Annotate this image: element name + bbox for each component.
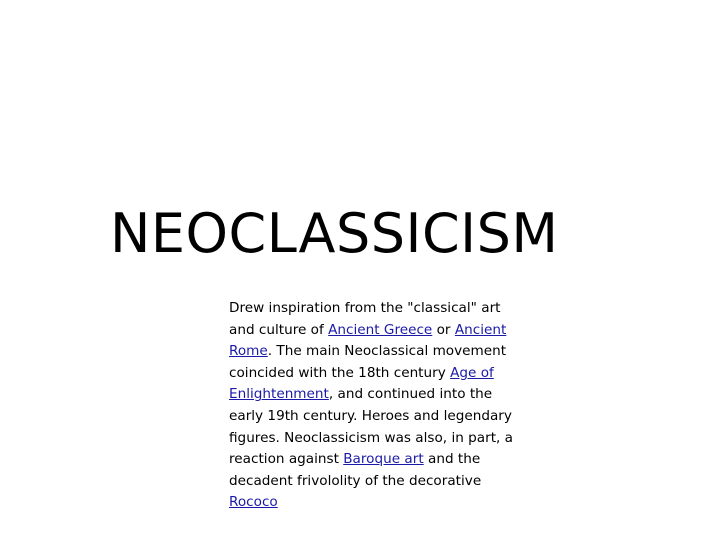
body-line-6 xyxy=(229,406,549,428)
body-line-10 xyxy=(229,492,549,514)
body-line-4 xyxy=(229,363,549,385)
ancient-rome-link[interactable]: Rome xyxy=(229,343,268,360)
slide-body-text xyxy=(229,298,549,514)
body-text: figures. Neoclassicism was also, in part, a xyxy=(229,429,514,446)
body-text: decadent frivololity of the decorative xyxy=(229,472,482,489)
body-line-8 xyxy=(229,449,549,471)
body-text: coincided with the 18th century xyxy=(229,364,451,381)
body-line-3 xyxy=(229,341,549,363)
body-text: . The main Neoclassical movement xyxy=(267,343,507,360)
body-text: and the xyxy=(423,451,481,468)
body-text: , and continued into the xyxy=(328,386,493,403)
body-text: Drew inspiration from the "classical" art xyxy=(229,300,501,316)
body-line-1 xyxy=(229,298,549,320)
body-line-7 xyxy=(229,428,549,450)
body-text: early 19th century. Heroes and legendary xyxy=(229,407,512,424)
body-line-9 xyxy=(229,471,549,493)
slide-title: NEOCLASSICISM xyxy=(110,202,559,265)
age-of-enlightenment-link[interactable]: Enlightenment xyxy=(229,386,329,403)
rococo-link[interactable]: Rococo xyxy=(229,494,278,511)
ancient-rome-link[interactable]: Ancient xyxy=(454,321,507,338)
body-text: or xyxy=(432,321,455,338)
body-line-2 xyxy=(229,320,549,342)
ancient-greece-link[interactable]: Ancient Greece xyxy=(328,321,433,338)
body-text: and culture of xyxy=(229,321,329,338)
body-text: reaction against xyxy=(229,451,344,468)
baroque-art-link[interactable]: Baroque art xyxy=(343,451,424,468)
age-of-enlightenment-link[interactable]: Age of xyxy=(450,364,494,381)
body-line-5 xyxy=(229,384,549,406)
